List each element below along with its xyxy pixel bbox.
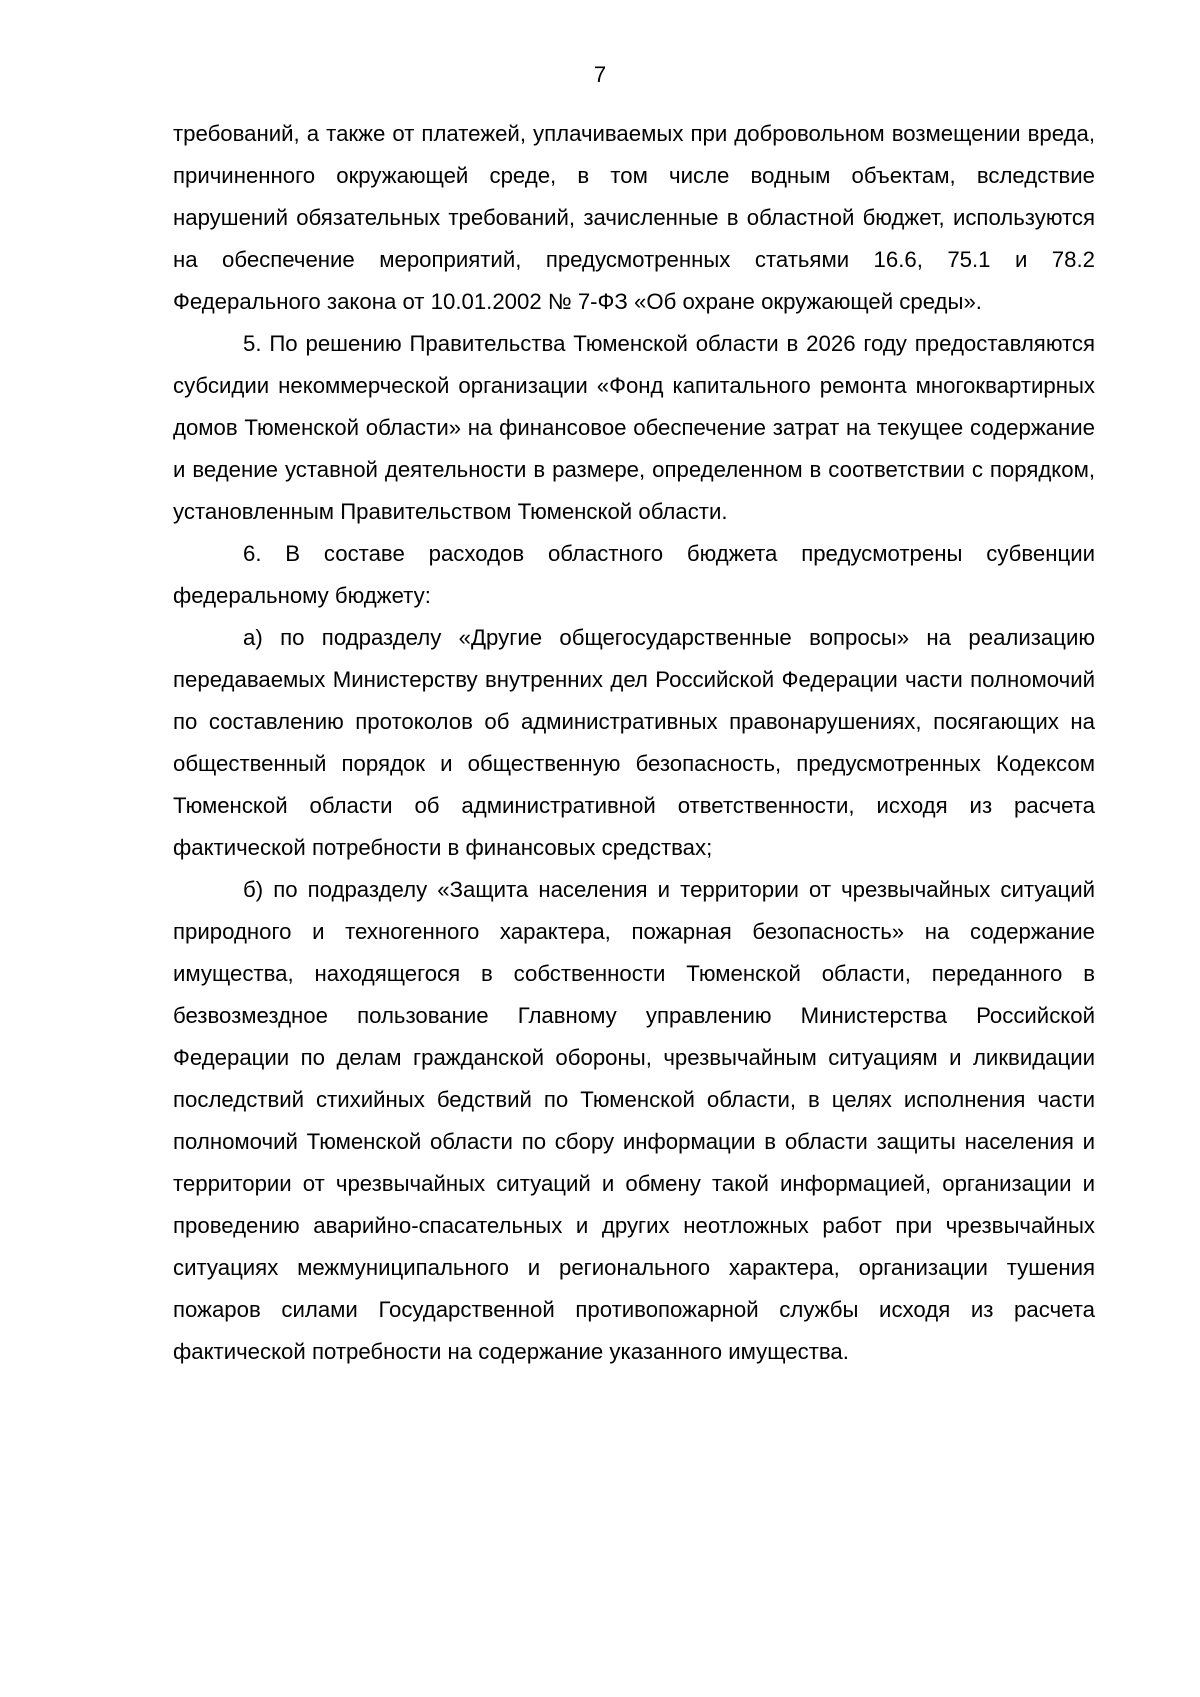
paragraph-item-5: 5. По решению Правительства Тюменской области в 2026 году предоставляются субсидии некоммерческой организации «Фонд капитального ремонта многоквартирных домов Тюменской области» на финансовое обеспечение затрат на текущее содержание и ведение уставной деятельности в размере, определенном в соответствии с порядком, установленным Правительством Тюменской области. bbox=[173, 331, 1095, 524]
document-body bbox=[173, 113, 1095, 1373]
paragraph-item-6: 6. В составе расходов областного бюджета предусмотрены субвенции федеральному бюджету: bbox=[173, 541, 1095, 608]
paragraph-continuation: требований, а также от платежей, уплачиваемых при добровольном возмещении вреда, причиненного окружающей среде, в том числе водным объектам, вследствие нарушений обязательных требований, зачисленные в областной бюджет, используются на обеспечение мероприятий, предусмотренных статьями 16.6, 75.1 и 78.2 Федерального закона от 10.01.2002 № 7-ФЗ «Об охране окружающей среды». bbox=[173, 121, 1095, 314]
paragraph-subitem-b: б) по подразделу «Защита населения и территории от чрезвычайных ситуаций природного и техногенного характера, пожарная безопасность» на содержание имущества, находящегося в собственности Тюменской области, переданного в безвозмездное пользование Главному управлению Министерства Российской Федерации по делам гражданской обороны, чрезвычайным ситуациям и ликвидации последствий стихийных бедствий по Тюменской области, в целях исполнения части полномочий Тюменской области по сбору информации в области защиты населения и территории от чрезвычайных ситуаций и обмену такой информацией, организации и проведению аварийно-спасательных и других неотложных работ при чрезвычайных ситуациях межмуниципального и регионального характера, организации тушения пожаров силами Государственной противопожарной службы исходя из расчета фактической потребности на содержание указанного имущества. bbox=[173, 877, 1095, 1364]
page-number: 7 bbox=[593, 62, 607, 87]
paragraph-subitem-a: а) по подразделу «Другие общегосударственные вопросы» на реализацию передаваемых Министерству внутренних дел Российской Федерации части полномочий по составлению протоколов об административных правонарушениях, посягающих на общественный порядок и общественную безопасность, предусмотренных Кодексом Тюменской области об административной ответственности, исходя из расчета фактической потребности в финансовых средствах; bbox=[173, 625, 1095, 860]
